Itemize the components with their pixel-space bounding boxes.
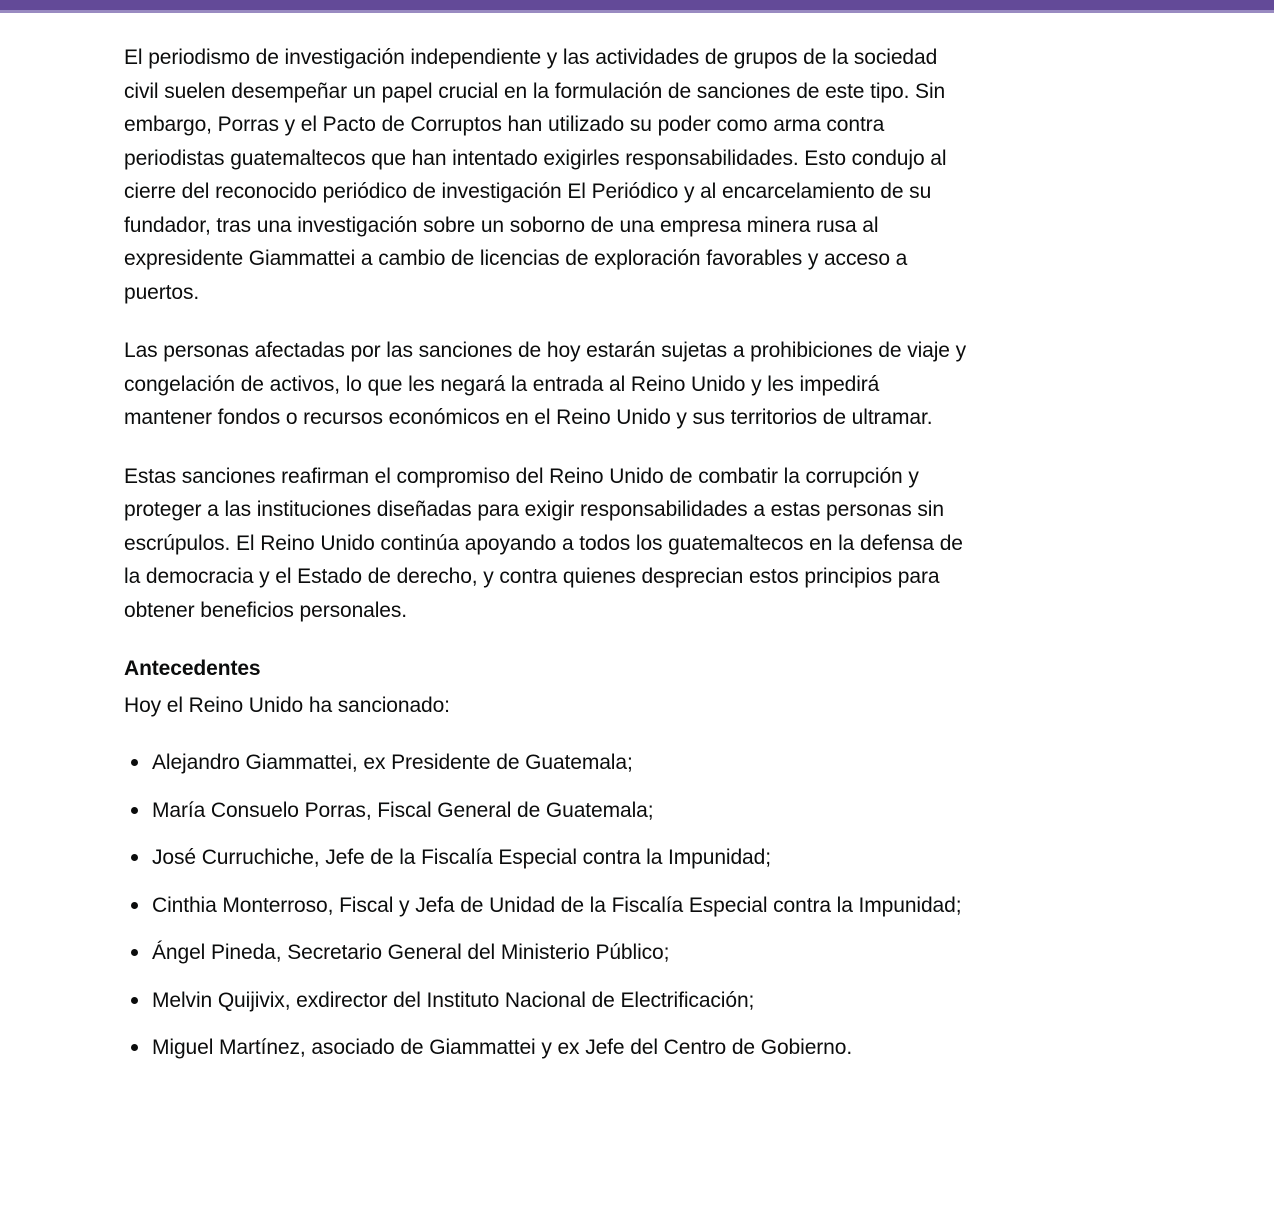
paragraph-uk-commitment: Estas sanciones reafirman el compromiso del Reino Unido de combatir la corrupción y proteger a las instituciones diseñadas para exigir responsabilidades a estas personas sin escrúpulos. El Reino Unido continúa apoyando a todos los guatemaltecos en la defensa de la democracia y el Estado de derecho, y contra quienes desprecian estos principios para obtener beneficios personales. <box>124 464 963 622</box>
list-item: Melvin Quijivix, exdirector del Instituto Nacional de Electrificación; <box>152 984 972 1018</box>
brand-top-bar <box>0 0 1274 13</box>
background-heading: Antecedentes <box>124 657 261 680</box>
sanctions-intro-line: Hoy el Reino Unido ha sancionado: <box>124 693 450 717</box>
list-item: María Consuelo Porras, Fiscal General de Guatemala; <box>152 794 972 828</box>
list-item: José Curruchiche, Jefe de la Fiscalía Especial contra la Impunidad; <box>152 841 972 875</box>
list-item: Alejandro Giammattei, ex Presidente de Guatemala; <box>152 746 972 780</box>
list-item: Miguel Martínez, asociado de Giammattei y ex Jefe del Centro de Gobierno. <box>152 1031 972 1065</box>
list-item: Ángel Pineda, Secretario General del Ministerio Público; <box>152 936 972 970</box>
list-item: Cinthia Monterroso, Fiscal y Jefa de Unidad de la Fiscalía Especial contra la Impunidad; <box>152 889 972 923</box>
sanctioned-individuals-list <box>124 746 972 1065</box>
article-body <box>0 13 993 1065</box>
paragraph-press-freedom: El periodismo de investigación independiente y las actividades de grupos de la sociedad civil suelen desempeñar un papel crucial en la formulación de sanciones de este tipo. Sin embargo, Porras y el Pacto de Corruptos han utilizado su poder como arma contra periodistas guatemaltecos que han intentado exigirles responsabilidades. Esto condujo al cierre del reconocido periódico de investigación El Periódico y al encarcelamiento de su fundador, tras una investigación sobre un soborno de una empresa minera rusa al expresidente Giammattei a cambio de licencias de exploración favorables y acceso a puertos. <box>124 46 947 304</box>
paragraph-sanction-effects: Las personas afectadas por las sanciones de hoy estarán sujetas a prohibiciones de viaje y congelación de activos, lo que les negará la entrada al Reino Unido y les impedirá mantener fondos o recursos económicos en el Reino Unido y sus territorios de ultramar. <box>124 339 967 429</box>
